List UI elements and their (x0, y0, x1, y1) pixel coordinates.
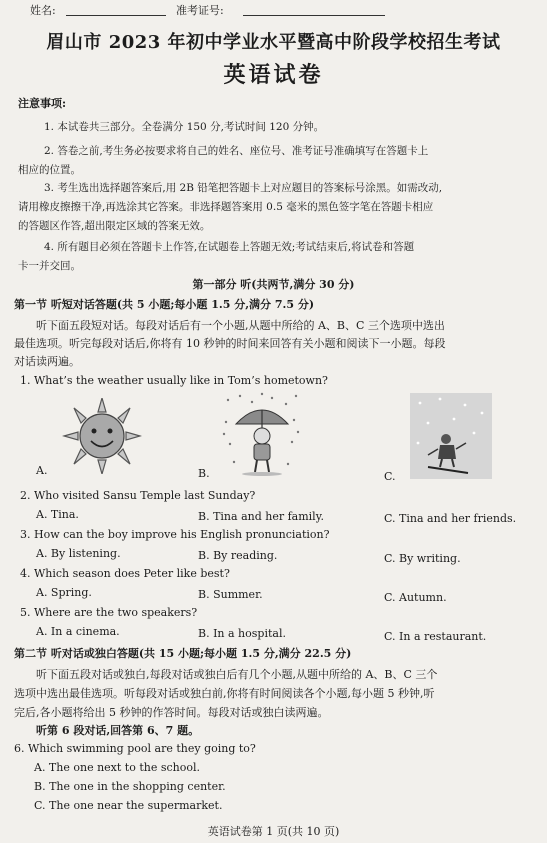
option-b: B. The one in the shopping center. (34, 780, 226, 793)
option-c: C. By writing. (384, 552, 461, 565)
option-c: C. Autumn. (384, 591, 447, 604)
exam-title: 眉山市 2023 年初中学业水平暨高中阶段学校招生考试 (46, 32, 501, 53)
option-b: B. By reading. (198, 549, 278, 562)
note-line: 4. 所有题目必须在答题卡上作答,在试题卷上答题无效;考试结束后,将试卷和答题 (44, 241, 415, 253)
option-a: A. In a cinema. (36, 625, 120, 638)
note-line: 卡一并交回。 (18, 260, 81, 272)
note-line: 1. 本试卷共三部分。全卷满分 150 分,考试时间 120 分钟。 (44, 121, 325, 133)
option-b: B. Tina and her family. (198, 510, 324, 523)
exam-subtitle: 英语试卷 (223, 62, 324, 88)
name-blank (66, 15, 166, 16)
option-b: B. In a hospital. (198, 627, 286, 640)
option-b: B. Summer. (198, 588, 263, 601)
note-line: 请用橡皮擦擦干净,再选涂其它答案。非选择题答案用 0.5 毫米的黑色签字笔在答题卡相应 (18, 201, 434, 213)
question-stem: 5. Where are the two speakers? (20, 606, 198, 619)
exam-no-label: 准考证号: (176, 4, 224, 17)
option-a: A. By listening. (36, 547, 121, 560)
question-stem: 1. What’s the weather usually like in Tom’s hometown? (20, 374, 328, 387)
option-a: A. Tina. (36, 508, 79, 521)
section2-instruction: 选项中选出最佳选项。听每段对话或独白前,你将有时间阅读各个小题,每小题 5 秒钟,听 (14, 687, 435, 700)
snow-skier-icon (410, 393, 492, 479)
note-line: 3. 考生选出选择题答案后,用 2B 铅笔把答题卡上对应题目的答案标号涂黑。如需改动, (44, 182, 443, 194)
option-c: C. Tina and her friends. (384, 512, 517, 525)
option-a: A. (36, 464, 48, 477)
exam-no-blank (243, 15, 385, 16)
option-c: C. The one near the supermarket. (34, 799, 223, 812)
option-a: A. Spring. (36, 586, 92, 599)
note-line: 的答题区作答,超出限定区域的答案无效。 (18, 220, 211, 232)
note-line: 2. 答卷之前,考生务必按要求将自己的姓名、座位号、准考证号准确填写在答题卡上 (44, 145, 429, 157)
question-stem: 3. How can the boy improve his English pronunciation? (20, 528, 330, 541)
question-stem: 6. Which swimming pool are they going to? (14, 742, 256, 755)
section2-instruction: 听下面五段对话或独白,每段对话或独白后有几个小题,从题中所给的 A、B、C 三个 (36, 668, 438, 681)
section1-instruction: 对话读两遍。 (14, 355, 80, 368)
sun-icon (62, 398, 142, 474)
option-b: B. (198, 467, 210, 480)
section2-heading: 第二节 听对话或独白答题(共 15 小题;每小题 1.5 分,满分 22.5 分) (14, 647, 352, 660)
option-a: A. The one next to the school. (34, 761, 200, 774)
section2-instruction: 完后,各小题将给出 5 秒钟的作答时间。每段对话或独白读两遍。 (14, 706, 329, 719)
part1-heading: 第一部分 听(共两节,满分 30 分) (192, 278, 355, 291)
option-c: C. (384, 470, 396, 483)
note-line: 相应的位置。 (18, 164, 81, 176)
section1-instruction: 听下面五段短对话。每段对话后有一个小题,从题中所给的 A、B、C 三个选项中选出 (36, 319, 445, 332)
page-footer: 英语试卷第 1 页(共 10 页) (207, 825, 340, 838)
section1-instruction: 最佳选项。听完每段对话后,你将有 10 秒钟的时间来回答有关小题和阅读下一小题。每段 (14, 337, 446, 350)
section1-heading: 第一节 听短对话答题(共 5 小题;每小题 1.5 分,满分 7.5 分) (14, 298, 315, 311)
question-stem: 2. Who visited Sansu Temple last Sunday? (20, 489, 256, 502)
question-stem: 4. Which season does Peter like best? (20, 567, 230, 580)
option-c: C. In a restaurant. (384, 630, 487, 643)
rain-umbrella-icon (222, 392, 302, 476)
name-label: 姓名: (30, 4, 56, 17)
section2-subheading: 听第 6 段对话,回答第 6、7 题。 (36, 724, 200, 737)
notes-heading: 注意事项: (18, 97, 67, 110)
